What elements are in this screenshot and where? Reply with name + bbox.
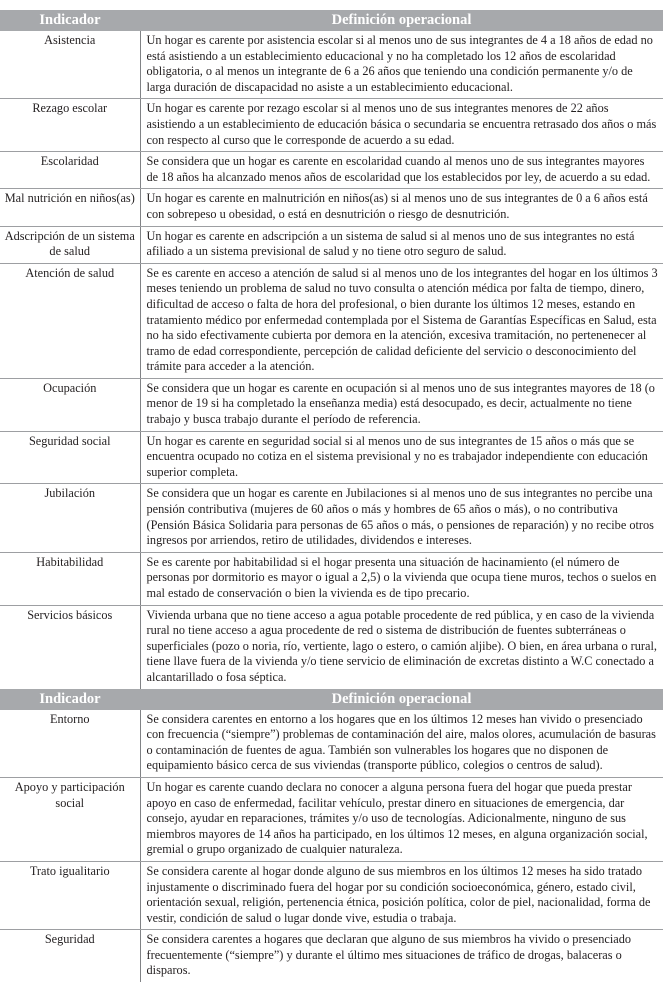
indicator-cell: Mal nutrición en niños(as)	[0, 189, 140, 226]
table-row	[0, 710, 663, 778]
definition-cell: Se considera que un hogar es carente en Jubilaciones si al menos uno de sus integrantes no percibe una pensión contributiva (mujeres de 60 años o más y hombres de 65 años o más), o no contributiva (Pensión Básica Solidaria para personas de 65 años o más, o pensiones de reparación) y no recibe otros ingresos por arriendos, retiro de utilidades, dividendos e intereses.	[140, 484, 663, 552]
definition-cell: Se es carente en acceso a atención de salud si al menos uno de los integrantes del hogar en los últimos 3 meses teniendo un problema de salud no tuvo consulta o atención médica por falta de tiempo, dinero, dificultad de acceso o falta de hora del profesional, o bien durante los últimos 12 meses, estando en tratamiento médico por enfermedad contemplada por el Sistema de Garantías Específicas en Salud, esta no ha sido efectivamente cubierta por demora en la atención, excesiva tramitación, no pertenenecer al tramo de edad correspondiente, percepción de calidad deficiente del servicio o desconocimiento del trámite para acceder a la atención.	[140, 263, 663, 378]
definition-cell: Vivienda urbana que no tiene acceso a agua potable procedente de red pública, y en caso de la vivienda rural no tiene acceso a agua procedente de red o sistema de distribución de fuentes subterráneas o superficiales (pozo o noria, río, vertiente, lago o estero, o camión aljibe). O bien, en área urbana o rural, tiene llave fuera de la vivienda y/o tiene servicio de eliminación de excretas distinto a W.C conectado a alcantarillado o fosa séptica.	[146, 607, 657, 684]
header-indicator: Indicador	[0, 10, 140, 31]
header-definition-repeat: Definición operacional	[140, 689, 663, 710]
indicator-cell: Ocupación	[0, 378, 140, 431]
indicator-table-container	[0, 10, 663, 982]
indicator-cell: Servicios básicos	[0, 605, 140, 688]
definition-cell: Un hogar es carente por rezago escolar si al menos uno de sus integrantes menores de 22 años asistiendo a un establecimiento de educación básica o secundaria se encuentra retrasado dos años o más con respecto al curso que le corresponde de acuerdo a su edad.	[140, 99, 663, 152]
table-row	[0, 484, 663, 552]
indicator-cell: Escolaridad	[0, 152, 140, 189]
table-row	[0, 189, 663, 226]
definition-cell: Se considera que un hogar es carente en ocupación si al menos uno de sus integrantes mayores de 18 (o menor de 19 si ha completado la enseñanza media) está desocupado, es decir, actualmente no tiene trabajo y busca trabajo durante el período de referencia.	[140, 378, 663, 431]
table-row	[0, 930, 663, 982]
table-row	[0, 378, 663, 431]
header-definition: Definición operacional	[140, 10, 663, 31]
definition-cell: Se es carente por habitabilidad si el hogar presenta una situación de hacinamiento (el número de personas por dormitorio es mayor o igual a 2,5) o la vivienda que ocupa tiene muros, techos o suelos en mal estado de conservación o bien la vivienda es de tipo precario.	[140, 552, 663, 605]
definition-cell: Se considera que un hogar es carente en escolaridad cuando al menos uno de sus integrantes mayores de 18 años ha alcanzado menos años de escolaridad que los establecidos por ley, de acuerdo a su edad.	[140, 152, 663, 189]
table-row	[0, 777, 663, 861]
table-row	[0, 99, 663, 152]
indicator-cell: Rezago escolar	[0, 99, 140, 152]
definition-cell: Se considera carentes a hogares que declaran que alguno de sus miembros ha vivido o presenciado frecuentemente (“siempre”) y durante el último mes situaciones de tráfico de drogas, balaceras o disparos.	[146, 932, 632, 978]
table-header-row	[0, 10, 663, 31]
header-indicator-repeat: Indicador	[0, 689, 140, 710]
table-row	[0, 431, 663, 484]
table-row	[0, 226, 663, 263]
indicator-cell: Habitabilidad	[0, 552, 140, 605]
table-row	[0, 152, 663, 189]
table-header-row-repeat	[0, 689, 663, 710]
definition-cell: Un hogar es carente por asistencia escolar si al menos uno de sus integrantes de 4 a 18 años de edad no está asistiendo a un establecimiento educacional y no ha completado los 12 años de escolaridad obligatoria, o al menos un integrante de 6 a 26 años que teniendo una condición permanente y/o de larga duración de discapacidad no asiste a un establecimiento educacional.	[140, 31, 663, 99]
indicator-cell: Entorno	[0, 710, 140, 778]
table-body-part2	[0, 710, 663, 982]
definition-cell: Un hogar es carente en adscripción a un sistema de salud si al menos uno de sus integrantes no está afiliado a un sistema previsional de salud y no tiene otro seguro de salud.	[140, 226, 663, 263]
indicator-cell: Atención de salud	[0, 263, 140, 378]
definition-cell: Un hogar es carente en seguridad social si al menos uno de sus integrantes de 15 años o más que se encuentra ocupado no cotiza en el sistema previsional y no es trabajador independiente con educación superior completa.	[140, 431, 663, 484]
table-row	[0, 552, 663, 605]
definition-cell: Se considera carente al hogar donde alguno de sus miembros en los últimos 12 meses ha sido tratado injustamente o discriminado fuera del hogar por su condición socioeconómica, género, estado civil, orientación sexual, religión, pertenencia étnica, posición política, color de piel, nacionalidad, forma de vestir, condición de salud o lugar donde vive, estudia o trabaja.	[140, 861, 663, 929]
indicator-cell: Jubilación	[0, 484, 140, 552]
table-body-part1	[0, 31, 663, 689]
indicator-cell: Seguridad	[0, 930, 140, 982]
indicator-cell: Asistencia	[0, 31, 140, 99]
indicator-cell: Trato igualitario	[0, 861, 140, 929]
table-row	[0, 263, 663, 378]
indicator-table	[0, 10, 663, 982]
table-row	[0, 861, 663, 929]
table-row	[0, 605, 663, 688]
table-row	[0, 31, 663, 99]
indicator-cell: Seguridad social	[0, 431, 140, 484]
definition-cell: Se considera carentes en entorno a los hogares que en los últimos 12 meses han vivido o presenciado con frecuencia (“siempre”) problemas de contaminación del aire, malos olores, acumulación de basuras o contaminación de fuentes de agua. También son vulnerables los hogares que no disponen de equipamiento básico cerca de sus viviendas (transporte público, colegios o centros de salud).	[140, 710, 663, 778]
indicator-cell: Adscripción de un sistema de salud	[0, 226, 140, 263]
definition-cell: Un hogar es carente cuando declara no conocer a alguna persona fuera del hogar que pueda prestar apoyo en caso de enfermedad, facilitar vehículo, prestar dinero en situaciones de emergencia, dar consejo, ayudar en reparaciones, trámites y/o uso de tecnologías. Adicionalmente, ninguno de sus miembros mayores de 14 años ha participado, en los últimos 12 meses, en alguna organización social, gremial o grupo organizado de cualquier naturaleza.	[140, 777, 663, 861]
indicator-cell: Apoyo y participación social	[0, 777, 140, 861]
definition-cell: Un hogar es carente en malnutrición en niños(as) si al menos uno de sus integrantes de 0 a 6 años está con sobrepeso u obesidad, o está en desnutrición o riesgo de desnutrición.	[140, 189, 663, 226]
